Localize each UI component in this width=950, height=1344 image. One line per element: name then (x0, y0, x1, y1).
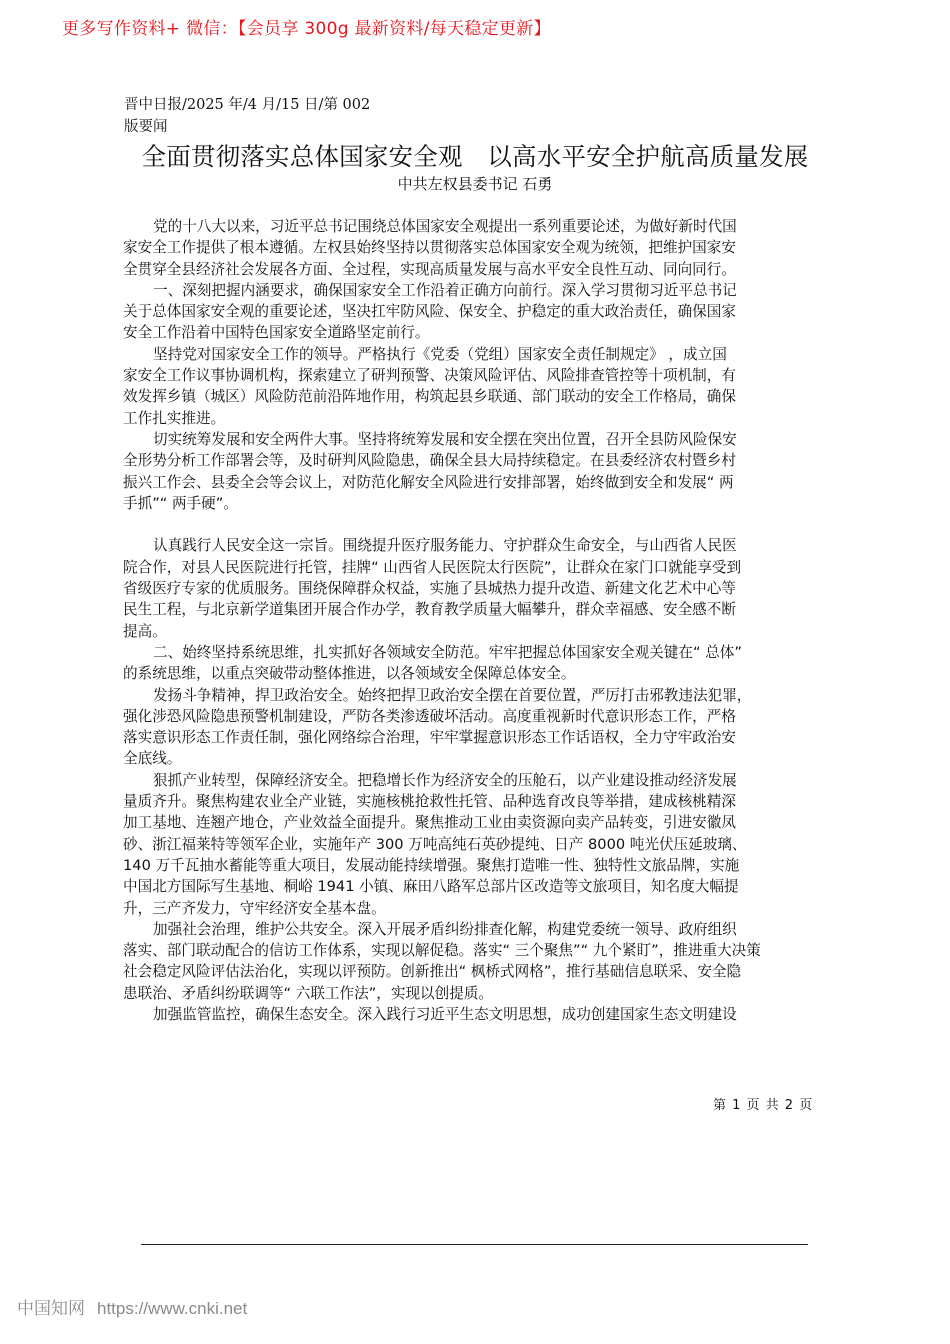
paragraph-line: 全贯穿全县经济社会发展各方面、全过程，实现高质量发展与高水平安全良性互动、同向同行。 (123, 260, 736, 278)
paragraph-line: 振兴工作会、县委全会等会议上，对防范化解安全风险进行安排部署，始终做到安全和发展“ 两 (123, 473, 734, 491)
footer-brand: 中国知网 (17, 1299, 85, 1319)
paragraph-line: 全底线。 (123, 750, 182, 768)
paragraph-line: 手抓”“ 两手硬”。 (123, 494, 238, 512)
paragraph (123, 1004, 833, 1025)
paragraph-line: 民生工程，与北京新学道集团开展合作办学，教育教学质量大幅攀升，群众幸福感、安全感不断 (123, 601, 736, 619)
paragraph-line: 140 万千瓦抽水蓄能等重大项目，发展动能持续增强。聚焦打造唯一性、独特性文旅品牌，实施 (123, 856, 740, 874)
paragraph-line: 发扬斗争精神，捍卫政治安全。始终把捍卫政治安全摆在首要位置，严厉打击邪教违法犯罪， (153, 686, 752, 704)
paragraph-line: 加工基地、连翘产地仓，产业效益全面提升。聚焦推动工业由卖资源向卖产品转变，引进安徽凤 (123, 814, 736, 832)
promo-banner: 更多写作资料+ 微信：【会员享 300g 最新资料/每天稳定更新】 (62, 19, 551, 39)
paragraph-line: 狠抓产业转型，保障经济安全。把稳增长作为经济安全的压舱石，以产业建设推动经济发展 (153, 771, 737, 789)
source-line-1: 晋中日报/2025 年/4 月/15 日/第 002 (124, 97, 371, 113)
paragraph (123, 280, 833, 344)
paragraph-line: 党的十八大以来，习近平总书记围绕总体国家安全观提出一系列重要论述，为做好新时代国 (153, 218, 737, 235)
paragraph-line: 院合作，对县人民医院进行托管，挂牌“ 山西省人民医院太行医院”，让群众在家门口就能享受到 (123, 558, 742, 576)
paragraph-line: 坚持党对国家安全工作的领导。严格执行《党委（党组）国家安全责任制规定》 ，成立国 (153, 345, 727, 363)
paragraph-line: 全形势分析工作部署会等，及时研判风险隐患，确保全县大局持续稳定。在县委经济农村暨乡村 (123, 452, 736, 470)
article-author: 中共左权县委书记 石勇 (397, 175, 553, 193)
paragraph-line: 二、始终坚持系统思维，扎实抓好各领域安全防范。牢牢把握总体国家安全观关键在“ 总体” (153, 643, 742, 661)
paragraph-line: 认真践行人民安全这一宗旨。围绕提升医疗服务能力、守护群众生命安全，与山西省人民医 (153, 537, 737, 555)
paragraph-line: 砂、浙江福莱特等领军企业，实施年产 300 万吨高纯石英砂提纯、日产 8000 吨光伏压延玻璃、 (123, 835, 747, 853)
paragraph (123, 535, 833, 641)
footer-url[interactable]: https://www.cnki.net (97, 1299, 248, 1318)
footer-watermark (17, 1294, 247, 1319)
paragraph-line: 量质齐升。聚焦构建农业全产业链，实施核桃抢救性托管、品种选育改良等举措，建成核桃精深 (123, 793, 736, 811)
paragraph-line: 强化涉恐风险隐患预警机制建设，严防各类渗透破坏活动。高度重视新时代意识形态工作，严格 (123, 707, 736, 725)
paragraph-line: 落实、部门联动配合的信访工作体系，实现以解促稳。落实“ 三个聚焦”“ 九个紧盯”，推进重大决策 (123, 942, 761, 960)
source-info (124, 94, 370, 138)
paragraph-line: 效发挥乡镇（城区）风险防范前沿阵地作用，构筑起县乡联通、部门联动的安全工作格局，确保 (123, 388, 736, 406)
article-body (123, 216, 833, 1025)
paragraph-line: 加强社会治理，维护公共安全。深入开展矛盾纠纷排查化解，构建党委统一领导、政府组织 (153, 920, 737, 938)
paragraph-line: 升，三产齐发力，守牢经济安全基本盘。 (123, 899, 386, 917)
paragraph-line: 的系统思维，以重点突破带动整体推进，以各领域安全保障总体安全。 (123, 665, 576, 683)
paragraph-line: 一、深刻把握内涵要求，确保国家安全工作沿着正确方向前行。深入学习贯彻习近平总书记 (153, 281, 737, 299)
paragraph-line: 患联治、矛盾纠纷联调等“ 六联工作法”，实现以创提质。 (123, 984, 494, 1002)
paragraph (123, 344, 833, 429)
paragraph-line: 提高。 (123, 622, 167, 640)
paragraph-spacer (123, 514, 833, 535)
paragraph (123, 685, 833, 770)
paragraph (123, 770, 833, 919)
paragraph-line: 安全工作沿着中国特色国家安全道路坚定前行。 (123, 324, 430, 342)
paragraph-line: 社会稳定风险评估法治化，实现以评预防。创新推出“ 枫桥式网格”，推行基础信息联采、安全隐 (123, 963, 742, 981)
paragraph-line: 加强监管监控，确保生态安全。深入践行习近平生态文明思想，成功创建国家生态文明建设 (153, 1005, 737, 1023)
page-divider (141, 1244, 808, 1245)
paragraph-line: 落实意识形态工作责任制，强化网络综合治理，牢牢掌握意识形态工作话语权，全力守牢政治安 (123, 729, 736, 747)
paragraph-line: 中国北方国际写生基地、桐峪 1941 小镇、麻田八路军总部片区改造等文旅项目，知名度大幅提 (123, 878, 739, 896)
page-indicator: 第 1 页 共 2 页 (713, 1098, 814, 1113)
source-line-2: 版要闻 (124, 119, 168, 135)
paragraph-line: 工作扎实推进。 (123, 409, 226, 427)
paragraph-line: 切实统筹发展和安全两件大事。坚持将统筹发展和安全摆在突出位置，召开全县防风险保安 (153, 430, 737, 448)
paragraph-line: 关于总体国家安全观的重要论述，坚决扛牢防风险、保安全、护稳定的重大政治责任，确保国家 (123, 303, 736, 321)
paragraph (123, 429, 833, 514)
article-title: 全面贯彻落实总体国家安全观 以高水平安全护航高质量发展 (141, 142, 809, 171)
paragraph (123, 919, 833, 1004)
paragraph-line: 家安全工作提供了根本遵循。左权县始终坚持以贯彻落实总体国家安全观为统领，把维护国家安 (123, 239, 736, 257)
paragraph (123, 216, 833, 280)
paragraph-line: 省级医疗专家的优质服务。围绕保障群众权益，实施了县城热力提升改造、新建文化艺术中心等 (123, 580, 736, 598)
paragraph (123, 642, 833, 685)
paragraph-line: 家安全工作议事协调机构，探索建立了研判预警、决策风险评估、风险排查管控等十项机制，有 (123, 367, 736, 385)
